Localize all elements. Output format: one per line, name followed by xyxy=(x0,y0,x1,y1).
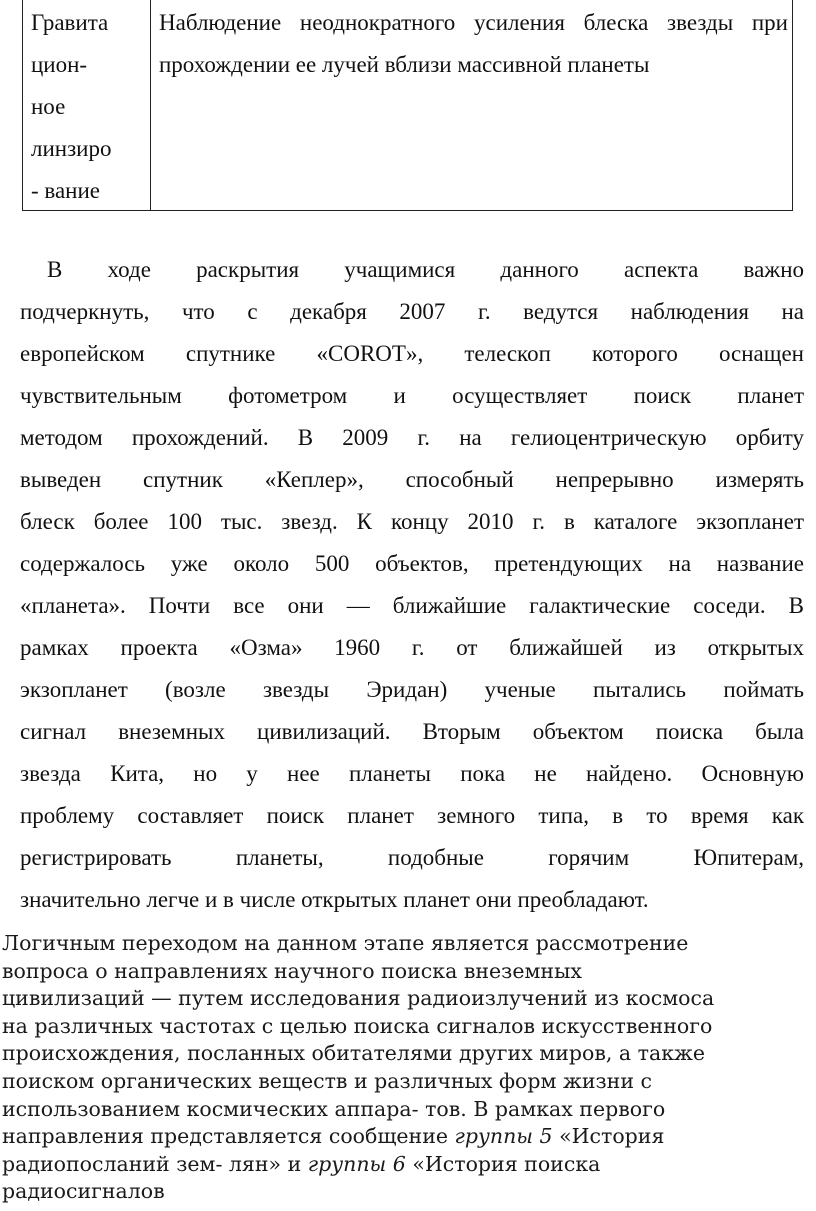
logic-text: «История xyxy=(552,1124,665,1149)
logic-line: радиосигналов xyxy=(2,1179,165,1204)
paragraph-line: содержалось уже около 500 объектов, претендующих на название xyxy=(20,551,804,576)
paragraph-line: европейском спутнике «COROT», телескоп которого оснащен xyxy=(20,341,804,366)
term-line: ное xyxy=(31,94,66,119)
logic-line xyxy=(2,1151,814,1179)
paragraph-line: В ходе раскрытия учащимися данного аспекта важно xyxy=(47,257,804,282)
logic-line: вопроса о направлениях научного поиска внеземных xyxy=(2,958,582,983)
paragraph-line: экзопланет (возле звезды Эридан) ученые пытались поймать xyxy=(20,677,804,702)
term-line: Гравита xyxy=(31,10,109,35)
term-line: - вание xyxy=(31,178,100,203)
term-line: цион- xyxy=(31,52,88,77)
paragraph-line: выведен спутник «Кеплер», способный непрерывно измерять xyxy=(20,467,804,492)
logic-line: происхождения, посланных обитателями других миров, а также xyxy=(2,1041,706,1066)
paragraph-line: блеск более 100 тыс. звезд. К концу 2010 г. в каталоге экзопланет xyxy=(20,509,804,534)
paragraph-line: регистрировать планеты, подобные горячим Юпитерам, xyxy=(20,845,804,870)
logic-line: цивилизаций — путем исследования радиоизлучений из космоса xyxy=(2,986,715,1011)
paragraph-line: «планета». Почти все они — ближайшие галактические соседи. В xyxy=(20,593,804,618)
logic-line: Логичным переходом на данном этапе является рассмотрение xyxy=(2,931,689,955)
paragraph-line: чувствительным фотометром и осуществляет поиск планет xyxy=(20,383,804,408)
logic-text: радиопосланий зем- лян» и xyxy=(2,1151,308,1176)
logic-line: использованием космических аппара- тов. В рамках первого xyxy=(2,1096,666,1121)
group-6-ref: группы 6 xyxy=(307,1151,406,1176)
definition-table xyxy=(22,0,793,211)
paragraph-line: звезда Кита, но у нее планеты пока не найдено. Основную xyxy=(20,761,804,786)
paragraph-line: рамках проекта «Озма» 1960 г. от ближайшей из открытых xyxy=(20,635,804,660)
logic-line xyxy=(2,1123,814,1151)
logic-line: на различных частотах с целью поиска сигналов искусственного xyxy=(2,1013,713,1038)
term-line: линзиро xyxy=(31,136,112,161)
paragraph-line: проблему составляет поиск планет земного типа, в то время как xyxy=(20,803,804,828)
paragraph-line: методом прохождений. В 2009 г. на гелиоцентрическую орбиту xyxy=(20,425,804,450)
logic-line: поиском органических веществ и различных форм жизни с xyxy=(2,1068,652,1093)
paragraph-line: сигнал внеземных цивилизаций. Вторым объектом поиска была xyxy=(20,719,804,744)
definition-cell: Наблюдение неоднократного усиления блеска звезды при прохождении ее лучей вблизи массивной планеты xyxy=(159,10,788,77)
group-5-ref: группы 5 xyxy=(454,1124,553,1149)
logic-text: направления представляется сообщение xyxy=(2,1124,455,1149)
logic-paragraph xyxy=(2,930,814,1206)
paragraph-line: значительно легче и в числе открытых планет они преобладают. xyxy=(20,887,649,912)
body-paragraph xyxy=(20,249,804,921)
term-cell xyxy=(23,0,151,210)
paragraph-line: подчеркнуть, что с декабря 2007 г. ведутся наблюдения на xyxy=(20,299,804,324)
logic-text: «История поиска xyxy=(405,1151,601,1176)
